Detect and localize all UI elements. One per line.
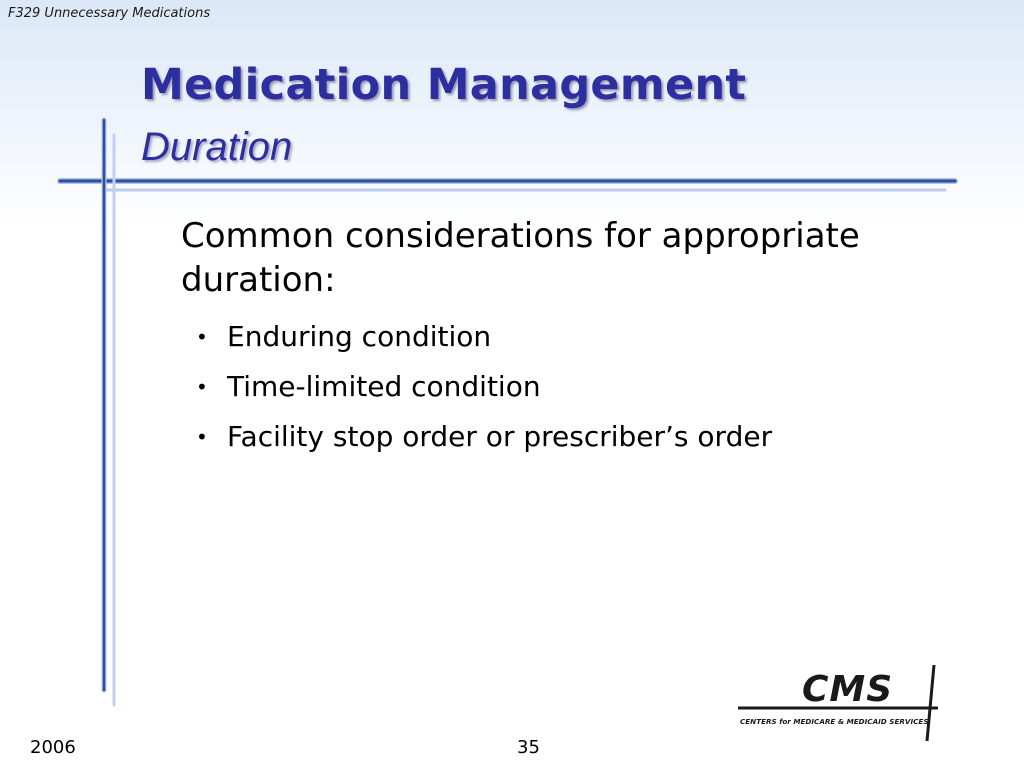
bullet-text: Time-limited condition — [227, 370, 541, 403]
bullet-text: Facility stop order or prescriber’s order — [227, 420, 773, 453]
bullet-icon: • — [196, 375, 208, 399]
logo-wordmark: CMS — [802, 669, 894, 710]
slide-subtitle: Duration — [141, 125, 293, 169]
footer-year: 2006 — [30, 737, 76, 758]
logo-tagline: CENTERS for MEDICARE & MEDICAID SERVICES — [740, 717, 929, 726]
bullet-list — [181, 312, 941, 462]
lead-text: Common considerations for appropriate duration: — [181, 216, 860, 300]
bullet-item — [181, 362, 941, 412]
bullet-item — [181, 312, 941, 362]
slide-title: Medication Management — [141, 60, 747, 110]
bullet-icon: • — [196, 425, 208, 449]
header-note: F329 Unnecessary Medications — [8, 6, 211, 21]
slide-body — [181, 214, 941, 462]
page-number: 35 — [517, 737, 540, 758]
bullet-item — [181, 412, 941, 462]
bullet-text: Enduring condition — [227, 320, 492, 353]
cms-logo — [730, 663, 955, 743]
bullet-icon: • — [196, 325, 208, 349]
